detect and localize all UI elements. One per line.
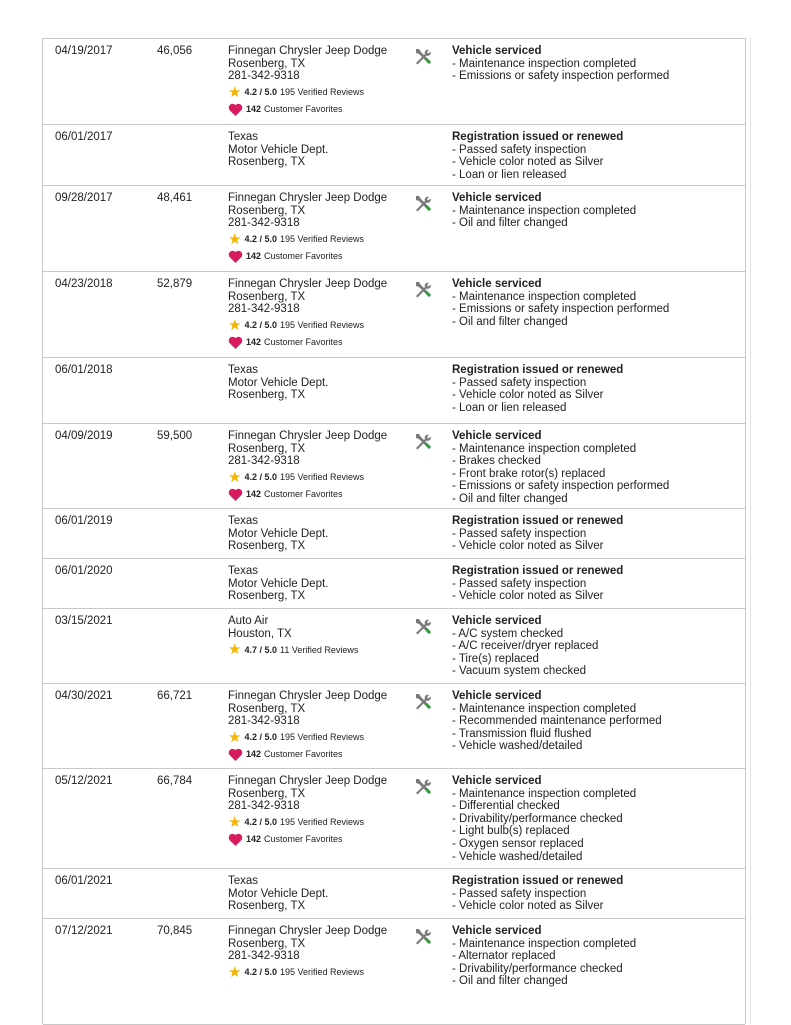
record-date: 06/01/2017	[55, 131, 113, 143]
rating-score: 4.2 / 5.0	[244, 234, 277, 245]
history-row	[43, 424, 745, 509]
rating-score: 4.2 / 5.0	[244, 817, 277, 828]
source-info	[228, 875, 328, 913]
record-date: 03/15/2021	[55, 615, 113, 627]
odometer-reading: 46,056	[157, 45, 193, 57]
detail-item: - Emissions or safety inspection performed	[452, 70, 670, 83]
service-tools-icon	[413, 280, 433, 300]
detail-item: - Front brake rotor(s) replaced	[452, 467, 606, 480]
favorites-count: 142	[246, 337, 262, 348]
favorites-line	[228, 488, 387, 502]
source-line: Rosenberg, TX	[228, 702, 306, 715]
source-line: Rosenberg, TX	[228, 787, 306, 800]
record-heading: Vehicle serviced	[452, 615, 542, 627]
favorites-count: 142	[246, 104, 262, 115]
service-tools-icon	[413, 47, 433, 67]
source-info	[228, 430, 387, 502]
detail-item: - A/C system checked	[452, 627, 564, 640]
record-date: 07/12/2021	[55, 925, 113, 937]
favorites-line	[228, 103, 387, 117]
detail-item: - Drivability/performance checked	[452, 812, 623, 825]
record-date: 04/19/2017	[55, 45, 113, 57]
rating-line	[228, 963, 387, 981]
source-line: Motor Vehicle Dept.	[228, 577, 329, 590]
rating-score: 4.2 / 5.0	[244, 320, 277, 331]
source-line: Texas	[228, 875, 259, 887]
detail-item: - Alternator replaced	[452, 950, 556, 963]
source-line: Rosenberg, TX	[228, 937, 306, 950]
detail-item: - Passed safety inspection	[452, 376, 587, 389]
detail-item: - Brakes checked	[452, 455, 541, 468]
record-date: 05/12/2021	[55, 775, 113, 787]
source-line: Rosenberg, TX	[228, 590, 306, 603]
source-info	[228, 615, 358, 657]
source-line: Finnegan Chrysler Jeep Dodge	[228, 192, 388, 204]
heart-icon	[228, 336, 243, 349]
detail-item: - Tire(s) replaced	[452, 652, 539, 665]
record-heading: Registration issued or renewed	[452, 364, 624, 376]
source-line: Rosenberg, TX	[228, 540, 306, 553]
review-count: 195 Verified Reviews	[279, 472, 365, 483]
record-details	[452, 364, 623, 414]
detail-item: - Oil and filter changed	[452, 975, 568, 988]
record-date: 06/01/2021	[55, 875, 113, 887]
history-row	[43, 684, 745, 769]
detail-item: - Oil and filter changed	[452, 217, 568, 230]
detail-item: - Oil and filter changed	[452, 492, 568, 505]
detail-item: - Oxygen sensor replaced	[452, 837, 584, 850]
star-icon: ★	[228, 83, 242, 101]
star-icon: ★	[228, 641, 242, 659]
record-details	[452, 45, 669, 83]
favorites-count: 142	[246, 251, 262, 262]
source-info	[228, 45, 387, 117]
favorites-label: Customer Favorites	[264, 489, 343, 500]
detail-item: - Vehicle washed/detailed	[452, 740, 583, 753]
record-details	[452, 690, 662, 753]
record-details	[452, 430, 669, 506]
favorites-line	[228, 748, 387, 762]
detail-item: - Emissions or safety inspection performed	[452, 303, 670, 316]
history-row	[43, 559, 745, 609]
record-heading: Vehicle serviced	[452, 775, 542, 787]
detail-item: - Vacuum system checked	[452, 665, 587, 678]
source-line: Motor Vehicle Dept.	[228, 527, 329, 540]
record-date: 04/30/2021	[55, 690, 113, 702]
odometer-reading: 52,879	[157, 278, 193, 290]
record-heading: Vehicle serviced	[452, 192, 542, 204]
source-info	[228, 131, 328, 169]
record-heading: Vehicle serviced	[452, 45, 542, 57]
detail-item: - Maintenance inspection completed	[452, 204, 637, 217]
service-tools-icon	[413, 432, 433, 452]
record-heading: Vehicle serviced	[452, 925, 542, 937]
favorites-label: Customer Favorites	[264, 337, 343, 348]
detail-item: - Maintenance inspection completed	[452, 937, 637, 950]
star-icon: ★	[228, 230, 242, 248]
odometer-reading: 48,461	[157, 192, 193, 204]
odometer-reading: 70,845	[157, 925, 193, 937]
history-table	[42, 38, 746, 1024]
source-info	[228, 364, 328, 402]
record-details	[452, 615, 598, 678]
heart-icon	[228, 250, 243, 263]
detail-item: - Maintenance inspection completed	[452, 702, 637, 715]
detail-item: - Vehicle color noted as Silver	[452, 590, 604, 603]
source-line: Texas	[228, 364, 259, 376]
rating-line	[228, 813, 387, 831]
service-tools-icon	[413, 617, 433, 637]
record-date: 09/28/2017	[55, 192, 113, 204]
detail-item: - Transmission fluid flushed	[452, 727, 592, 740]
source-info	[228, 565, 328, 603]
favorites-line	[228, 336, 387, 350]
detail-item: - Loan or lien released	[452, 168, 567, 181]
source-line: Texas	[228, 565, 259, 577]
history-row	[43, 39, 745, 125]
record-details	[452, 775, 636, 863]
odometer-reading: 66,784	[157, 775, 193, 787]
source-info	[228, 775, 387, 847]
history-row	[43, 125, 745, 186]
rating-score: 4.7 / 5.0	[244, 644, 277, 655]
record-details	[452, 278, 669, 328]
source-line: 281-342-9318	[228, 217, 300, 230]
review-count: 195 Verified Reviews	[279, 732, 365, 743]
source-line: 281-342-9318	[228, 715, 300, 728]
favorites-count: 142	[246, 489, 262, 500]
review-count: 195 Verified Reviews	[279, 87, 365, 98]
source-line: Texas	[228, 131, 259, 143]
favorites-line	[228, 833, 387, 847]
source-line: Rosenberg, TX	[228, 290, 306, 303]
rating-line	[228, 728, 387, 746]
source-info	[228, 192, 387, 264]
history-row	[43, 186, 745, 272]
service-tools-icon	[413, 194, 433, 214]
rating-line	[228, 316, 387, 334]
record-date: 04/23/2018	[55, 278, 113, 290]
record-details	[452, 192, 636, 230]
detail-item: - Loan or lien released	[452, 401, 567, 414]
detail-item: - Drivability/performance checked	[452, 962, 623, 975]
history-row	[43, 272, 745, 358]
heart-icon	[228, 833, 243, 846]
rating-line	[228, 468, 387, 486]
record-details	[452, 925, 636, 988]
review-count: 195 Verified Reviews	[279, 967, 365, 978]
rating-score: 4.2 / 5.0	[244, 87, 277, 98]
source-line: 281-342-9318	[228, 800, 300, 813]
detail-item: - Vehicle color noted as Silver	[452, 540, 604, 553]
favorites-label: Customer Favorites	[264, 749, 343, 760]
favorites-label: Customer Favorites	[264, 834, 343, 845]
source-line: Rosenberg, TX	[228, 900, 306, 913]
source-info	[228, 515, 328, 553]
rating-score: 4.2 / 5.0	[244, 472, 277, 483]
history-row	[43, 769, 745, 869]
rating-score: 4.2 / 5.0	[244, 732, 277, 743]
detail-item: - Light bulb(s) replaced	[452, 825, 570, 838]
source-line: Rosenberg, TX	[228, 156, 306, 169]
record-heading: Vehicle serviced	[452, 430, 542, 442]
record-details	[452, 875, 623, 913]
detail-item: - Passed safety inspection	[452, 143, 587, 156]
record-heading: Registration issued or renewed	[452, 131, 624, 143]
source-line: Finnegan Chrysler Jeep Dodge	[228, 278, 388, 290]
record-heading: Registration issued or renewed	[452, 515, 624, 527]
review-count: 195 Verified Reviews	[279, 817, 365, 828]
detail-item: - Passed safety inspection	[452, 527, 587, 540]
source-line: 281-342-9318	[228, 303, 300, 316]
record-heading: Vehicle serviced	[452, 278, 542, 290]
odometer-reading: 59,500	[157, 430, 193, 442]
review-count: 195 Verified Reviews	[279, 234, 365, 245]
detail-item: - Maintenance inspection completed	[452, 787, 637, 800]
source-line: Rosenberg, TX	[228, 204, 306, 217]
source-line: Rosenberg, TX	[228, 389, 306, 402]
record-heading: Registration issued or renewed	[452, 565, 624, 577]
heart-icon	[228, 488, 243, 501]
source-info	[228, 690, 387, 762]
review-count: 11 Verified Reviews	[279, 644, 359, 655]
source-info	[228, 278, 387, 350]
detail-item: - Maintenance inspection completed	[452, 442, 637, 455]
source-info	[228, 925, 387, 980]
history-row	[43, 919, 745, 1025]
detail-item: - Differential checked	[452, 800, 560, 813]
record-details	[452, 515, 623, 553]
source-line: Rosenberg, TX	[228, 57, 306, 70]
favorites-label: Customer Favorites	[264, 104, 343, 115]
service-tools-icon	[413, 692, 433, 712]
detail-item: - Vehicle color noted as Silver	[452, 900, 604, 913]
history-row	[43, 869, 745, 919]
source-line: Texas	[228, 515, 259, 527]
source-line: Finnegan Chrysler Jeep Dodge	[228, 775, 388, 787]
star-icon: ★	[228, 468, 242, 486]
record-heading: Registration issued or renewed	[452, 875, 624, 887]
detail-item: - Maintenance inspection completed	[452, 57, 637, 70]
source-line: Finnegan Chrysler Jeep Dodge	[228, 45, 388, 57]
detail-item: - Vehicle color noted as Silver	[452, 156, 604, 169]
detail-item: - Emissions or safety inspection performed	[452, 480, 670, 493]
record-date: 04/09/2019	[55, 430, 113, 442]
favorites-label: Customer Favorites	[264, 251, 343, 262]
history-row	[43, 358, 745, 424]
source-line: Motor Vehicle Dept.	[228, 376, 329, 389]
rating-line	[228, 83, 387, 101]
rating-line	[228, 230, 387, 248]
record-date: 06/01/2020	[55, 565, 113, 577]
source-line: Motor Vehicle Dept.	[228, 143, 329, 156]
star-icon: ★	[228, 813, 242, 831]
source-line: 281-342-9318	[228, 455, 300, 468]
record-date: 06/01/2019	[55, 515, 113, 527]
record-heading: Vehicle serviced	[452, 690, 542, 702]
history-row	[43, 609, 745, 684]
star-icon: ★	[228, 963, 242, 981]
source-line: 281-342-9318	[228, 950, 300, 963]
service-tools-icon	[413, 777, 433, 797]
favorites-count: 142	[246, 749, 262, 760]
source-line: Auto Air	[228, 615, 269, 627]
review-count: 195 Verified Reviews	[279, 320, 365, 331]
record-date: 06/01/2018	[55, 364, 113, 376]
source-line: Rosenberg, TX	[228, 442, 306, 455]
odometer-reading: 66,721	[157, 690, 193, 702]
heart-icon	[228, 103, 243, 116]
detail-item: - A/C receiver/dryer replaced	[452, 640, 599, 653]
detail-item: - Passed safety inspection	[452, 577, 587, 590]
record-details	[452, 131, 623, 181]
page-edge	[750, 38, 751, 1024]
detail-item: - Recommended maintenance performed	[452, 715, 662, 728]
service-tools-icon	[413, 927, 433, 947]
source-line: 281-342-9318	[228, 70, 300, 83]
rating-score: 4.2 / 5.0	[244, 967, 277, 978]
detail-item: - Vehicle color noted as Silver	[452, 389, 604, 402]
source-line: Finnegan Chrysler Jeep Dodge	[228, 925, 388, 937]
star-icon: ★	[228, 316, 242, 334]
source-line: Houston, TX	[228, 627, 292, 640]
star-icon: ★	[228, 728, 242, 746]
heart-icon	[228, 748, 243, 761]
record-details	[452, 565, 623, 603]
source-line: Finnegan Chrysler Jeep Dodge	[228, 690, 388, 702]
favorites-count: 142	[246, 834, 262, 845]
detail-item: - Oil and filter changed	[452, 315, 568, 328]
detail-item: - Passed safety inspection	[452, 887, 587, 900]
detail-item: - Maintenance inspection completed	[452, 290, 637, 303]
history-row	[43, 509, 745, 559]
source-line: Motor Vehicle Dept.	[228, 887, 329, 900]
detail-item: - Vehicle washed/detailed	[452, 850, 583, 863]
source-line: Finnegan Chrysler Jeep Dodge	[228, 430, 388, 442]
rating-line	[228, 643, 358, 657]
favorites-line	[228, 250, 387, 264]
